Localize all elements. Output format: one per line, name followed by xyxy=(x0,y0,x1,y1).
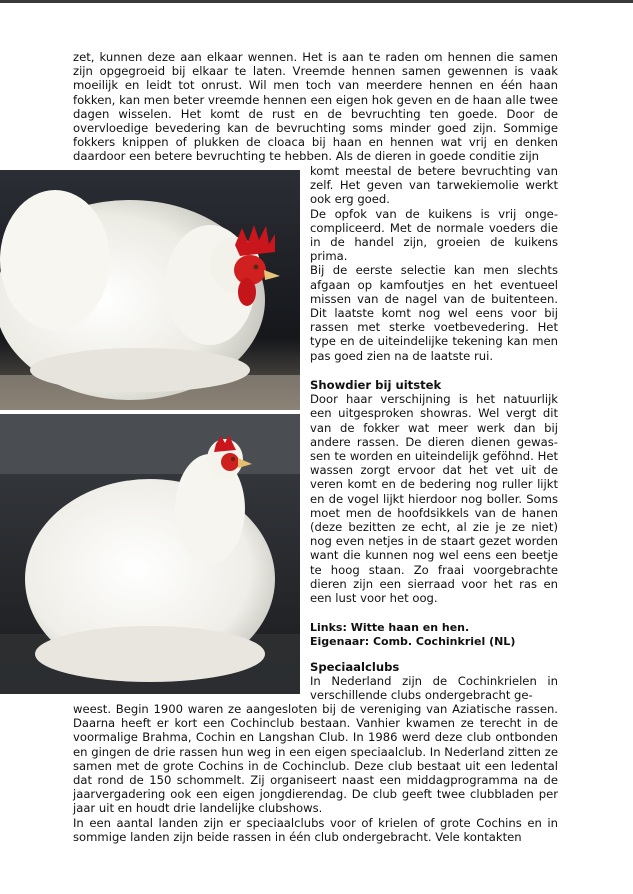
photo-caption xyxy=(310,621,558,648)
heading-speciaalclubs: Speciaalclubs xyxy=(310,660,400,674)
right-paragraph-2: De opfok van de kuikens is vrij onge-compliceerd. Met de normale voeders die in de handel zijn, groeien de kuikens prima. xyxy=(310,206,558,264)
clubs-right-text: In Nederland zijn de Cochinkrielen in verschillende clubs ondergebracht ge- xyxy=(310,674,558,703)
caption-line-2: Eigenaar: Comb. Cochinkriel (NL) xyxy=(310,634,516,648)
right-paragraph-1: komt meestal de betere bevruchting van zelf. Het geven van tarwekiemolie werkt ook erg goed. xyxy=(310,164,558,207)
top-border xyxy=(0,0,633,3)
clubs-full-text: weest. Begin 1900 waren ze aangesloten bij de vereniging van Aziatische rassen. Daarna heeft er kort een Cochinclub bestaan. Vanhier kwamen ze terecht in de voormalige Brahma, Cochin en Langshan Club. In 1986 werd deze club ontbonden en gingen de drie rassen hun weg in een eigen speciaalclub. In Nederland zitten ze samen met de grote Cochins in de Cochinclub. Deze club bestaat uit een ledental dat rond de 150 schommelt. Zij organiseert naast een middagprogramma na de jaarvergadering ook een eigen jongdierendag. De club geeft twee clubbladen per jaar uit en houdt drie landelijke clubshows. xyxy=(73,702,558,816)
showdier-text: Door haar verschijning is het natuurlijk een uitgesproken showras. Wel vergt dit van de fokker wat meer werk dan bij andere rassen. De dieren dienen gewas-sen te worden en uiteindelijk geföhnd. Het wassen zorgt ervoor dat het vet uit de veren komt en de bedering nog ruller lijkt en de vogel lijkt hierdoor nog boller. Soms moet men de hoofdsikkels van de hanen (deze bezitten ze echt, al zie je ze niet) nog even netjes in de staart gezet worden want die kunnen nog wel eens een beetje te hoog staan. Zo fraai voorgebrachte dieren zijn een sierraad voor het ras en een lust voor het oog. xyxy=(310,392,558,606)
section-speciaalclubs xyxy=(310,660,558,703)
intro-text: zet, kunnen deze aan elkaar wennen. Het is aan te raden om hennen die samen zijn opgegroeid bij elkaar te laten. Vreemde hennen samen gewennen is vaak moeilijk en leidt tot onrust. Wil men toch van meerdere hennen en één haan fokken, kan men beter vreemde hennen een eigen hok geven en de haan alle twee dagen wisselen. Het komt de rust en de bevruchting ten goede. Door de overvloedige bevedering kan de bevruchting soms minder goed zijn. Sommige fokkers knippen of plukken de cloaca bij haan en hennen wat vrij en denken daardoor een betere bevruchting te hebben. Als de dieren in goede conditie zijn xyxy=(73,50,558,164)
section-showdier xyxy=(310,378,558,605)
photo-white-hen xyxy=(0,414,300,694)
final-paragraph: In een aantal landen zijn er speciaalclubs voor of krielen of grote Cochins en in sommige landen zijn beide rassen in één club ondergebracht. Vele kontakten xyxy=(73,815,558,844)
clubs-full-width xyxy=(73,702,558,844)
intro-paragraph xyxy=(73,50,558,164)
caption-line-1: Links: Witte haan en hen. xyxy=(310,621,470,634)
right-column-upper xyxy=(310,164,558,363)
photo-white-rooster xyxy=(0,170,300,410)
heading-showdier: Showdier bij uitstek xyxy=(310,378,442,392)
right-paragraph-3: Bij de eerste selectie kan men slechts afgaan op kamfoutjes en het eventueel missen van de nagel van de buitenteen. Dit laatste komt nog wel eens voor bij rassen met sterke voetbevedering. Het type en de uiteindelijke tekening kan men pas goed zien na de laatste rui. xyxy=(310,263,558,363)
